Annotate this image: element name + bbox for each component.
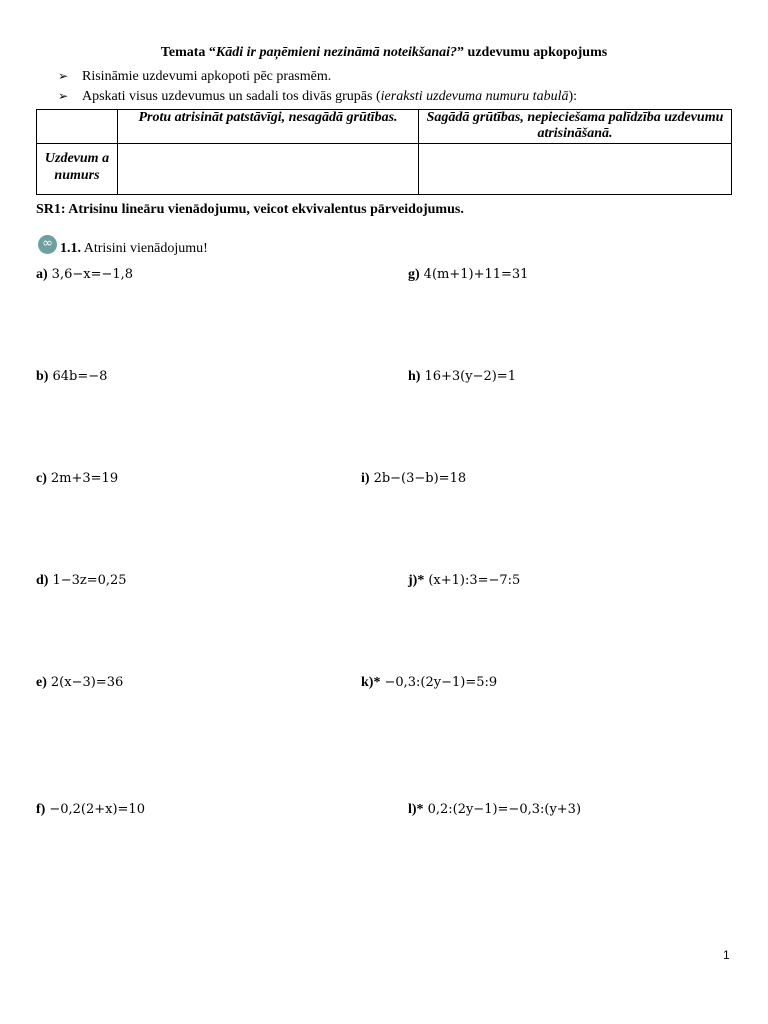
task-groups-table bbox=[36, 109, 732, 195]
bullet-item: ➢ Risināmie uzdevumi apkopoti pēc prasmēm. bbox=[58, 69, 332, 84]
exercise-b: b) 64b=−8 bbox=[36, 369, 108, 384]
column-header-need-help: Sagādā grūtības, nepieciešama palīdzība uzdevumu atrisināšanā. bbox=[419, 110, 732, 144]
task-heading: 1.1. Atrisini vienādojumu! bbox=[60, 241, 208, 256]
exercise-k: k)* −0,3:(2y−1)=5:9 bbox=[361, 675, 498, 690]
page-number: 1 bbox=[723, 948, 730, 962]
exercise-d: d) 1−3z=0,25 bbox=[36, 573, 127, 588]
exercise-c: c) 2m+3=19 bbox=[36, 471, 119, 486]
input-cell-need-help[interactable] bbox=[419, 144, 732, 195]
exercise-e: e) 2(x−3)=36 bbox=[36, 675, 124, 690]
exercise-a: a) 3,6−x=−1,8 bbox=[36, 267, 134, 282]
section-heading: SR1: Atrisinu lineāru vienādojumu, veicot ekvivalentus pārveidojumus. bbox=[36, 202, 464, 217]
infinity-icon: ∞ bbox=[38, 235, 57, 254]
exercise-f: f) −0,2(2+x)=10 bbox=[36, 802, 145, 817]
input-cell-can-solve[interactable] bbox=[118, 144, 419, 195]
row-header-task-number: Uzdevum a numurs bbox=[37, 144, 118, 195]
bullet-arrow-icon: ➢ bbox=[58, 89, 69, 103]
exercise-h: h) 16+3(y−2)=1 bbox=[408, 369, 516, 384]
exercise-j: j)* (x+1):3=−7:5 bbox=[408, 573, 521, 588]
exercise-g: g) 4(m+1)+11=31 bbox=[408, 267, 529, 282]
table-corner-cell bbox=[37, 110, 118, 144]
bullet-item: ➢ Apskati visus uzdevumus un sadali tos divās grupās (ieraksti uzdevuma numuru tabulā): bbox=[58, 89, 578, 104]
column-header-can-solve: Protu atrisināt patstāvīgi, nesagādā grūtības. bbox=[118, 110, 419, 144]
exercise-l: l)* 0,2:(2y−1)=−0,3:(y+3) bbox=[408, 802, 582, 817]
exercise-i: i) 2b−(3−b)=18 bbox=[361, 471, 467, 486]
document-title: Temata “Kādi ir paņēmieni nezināmā noteikšanai?” uzdevumu apkopojums bbox=[160, 45, 608, 60]
bullet-arrow-icon: ➢ bbox=[58, 69, 69, 83]
